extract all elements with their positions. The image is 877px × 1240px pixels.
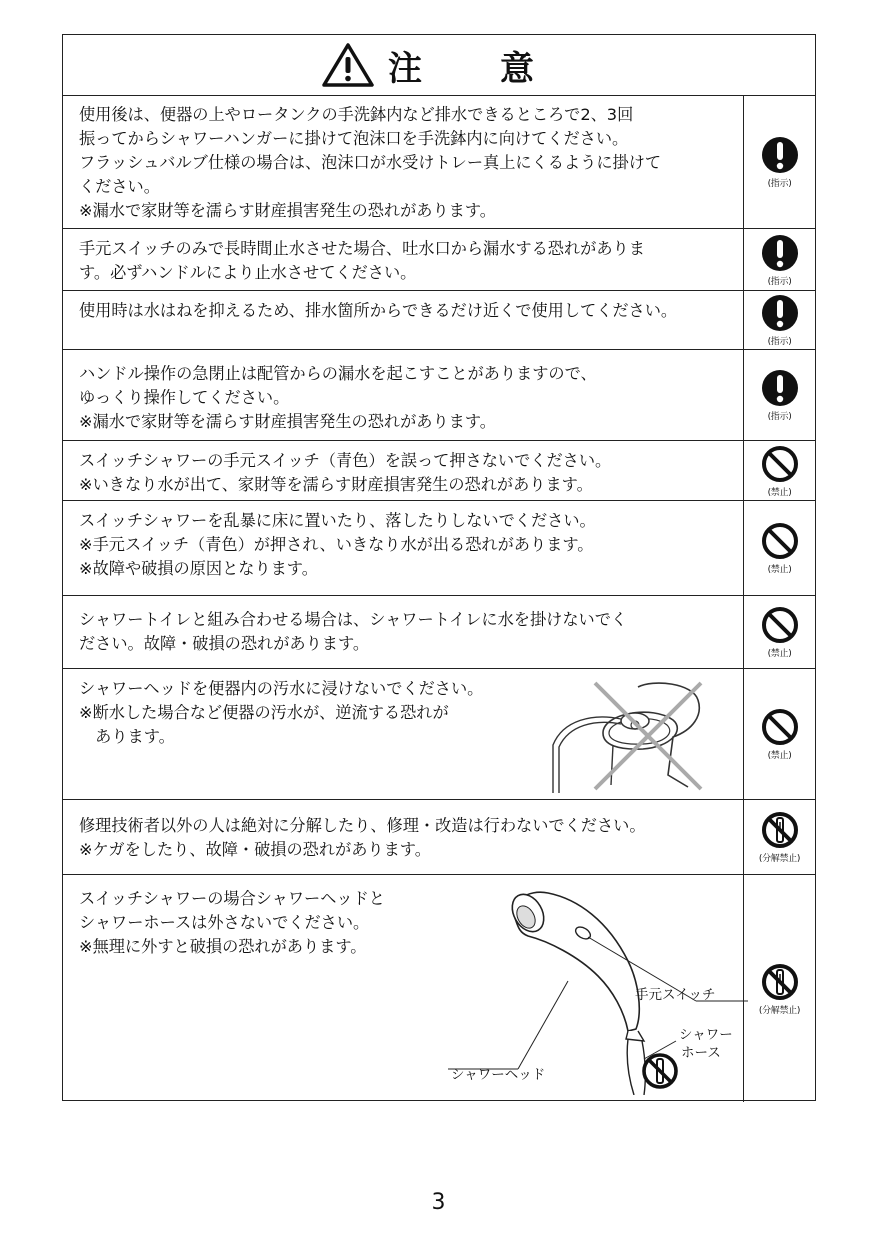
icon-label: (分解禁止) <box>758 854 801 864</box>
instruction-icon <box>760 293 800 333</box>
instruction-icon <box>760 368 800 408</box>
icon-label: (禁止) <box>767 649 792 659</box>
icon-cell <box>743 596 815 668</box>
page-number: 3 <box>431 1190 446 1215</box>
caution-text: 使用後は、便器の上やロータンクの手洗鉢内など排水できるところで2、3回 振ってからシャワーハンガーに掛けて泡沫口を手洗鉢内に向けてください。 フラッシュバルブ仕様の場合は、泡沫口が水受けトレー真上にくるように掛けて ください。 ※漏水で家財等を濡らす財産損害発生の恐れがあります。 <box>79 105 662 220</box>
icon-label: (指示) <box>767 337 792 347</box>
icon-label: (指示) <box>767 276 792 287</box>
caution-title: 注 意 <box>388 48 556 89</box>
caution-row <box>63 596 815 669</box>
caution-text: シャワーヘッドを便器内の汚水に浸けないでください。 ※断水した場合など便器の汚水が、逆流する恐れが あります。 <box>79 679 484 746</box>
caution-text: スイッチシャワーの手元スイッチ（青色）を誤って押さないでください。 ※いきなり水が出て、家財等を濡らす財産損害発生の恐れがあります。 <box>79 451 612 494</box>
caution-row <box>63 229 815 291</box>
shower-hose-callout: シャワー <box>679 1027 733 1043</box>
icon-label: (分解禁止) <box>758 1005 801 1016</box>
caution-text: 手元スイッチのみで長時間止水させた場合、吐水口から漏水する恐れがありま す。必ずハンドルにより止水させてください。 <box>79 239 645 282</box>
prohibition-icon <box>760 707 800 747</box>
caution-row <box>63 291 815 350</box>
prohibition-icon <box>760 444 800 484</box>
icon-label: (指示) <box>767 412 792 422</box>
caution-text: 修理技術者以外の人は絶対に分解したり、修理・改造は行わないでください。 ※ケガをしたり、故障・破損の恐れがあります。 <box>79 816 646 859</box>
icon-label: (禁止) <box>767 487 792 498</box>
caution-row <box>63 501 815 596</box>
icon-cell <box>743 800 815 874</box>
instruction-icon <box>760 135 800 175</box>
caution-header <box>63 35 815 96</box>
prohibition-icon <box>760 605 800 645</box>
icon-label: (禁止) <box>767 751 792 761</box>
caution-row <box>63 669 815 800</box>
caution-table <box>62 34 816 1101</box>
warning-triangle-icon <box>322 42 374 88</box>
icon-label: (指示) <box>767 178 792 189</box>
icon-cell <box>743 875 815 1102</box>
prohibition-icon <box>760 521 800 561</box>
no-disassembly-icon <box>760 962 800 1002</box>
toilet-shower-illustration <box>543 675 723 793</box>
instruction-icon <box>760 233 800 273</box>
icon-cell <box>743 350 815 440</box>
caution-text: シャワートイレと組み合わせる場合は、シャワートイレに水を掛けないでく ださい。故障・破損の恐れがあります。 <box>79 610 628 653</box>
icon-cell <box>743 291 815 349</box>
caution-text: 使用時は水はねを抑えるため、排水箇所からできるだけ近くで使用してください。 <box>79 301 678 320</box>
icon-cell <box>743 441 815 500</box>
shower-hose-callout: ホース <box>681 1045 721 1061</box>
icon-cell <box>743 501 815 595</box>
icon-label: (禁止) <box>767 565 792 575</box>
caution-row <box>63 95 815 229</box>
caution-row <box>63 350 815 441</box>
icon-cell <box>743 95 815 228</box>
caution-text: ハンドル操作の急閉止は配管からの漏水を起こすことがありますので、 ゆっくり操作してください。 ※漏水で家財等を濡らす財産損害発生の恐れがあります。 <box>79 364 597 431</box>
caution-row <box>63 800 815 875</box>
shower-head-callout: シャワーヘッド <box>451 1067 546 1083</box>
caution-row <box>63 875 815 1102</box>
icon-cell <box>743 229 815 290</box>
caution-text: スイッチシャワーの場合シャワーヘッドと シャワーホースは外さないでください。 ※無理に外すと破損の恐れがあります。 <box>79 889 385 956</box>
caution-text: スイッチシャワーを乱暴に床に置いたり、落したりしないでください。 ※手元スイッチ（青色）が押され、いきなり水が出る恐れがあります。 ※故障や破損の原因となります。 <box>79 511 596 578</box>
icon-cell <box>743 669 815 799</box>
hand-switch-callout: 手元スイッチ <box>635 987 716 1003</box>
no-disassembly-icon <box>760 810 800 850</box>
caution-row <box>63 441 815 501</box>
